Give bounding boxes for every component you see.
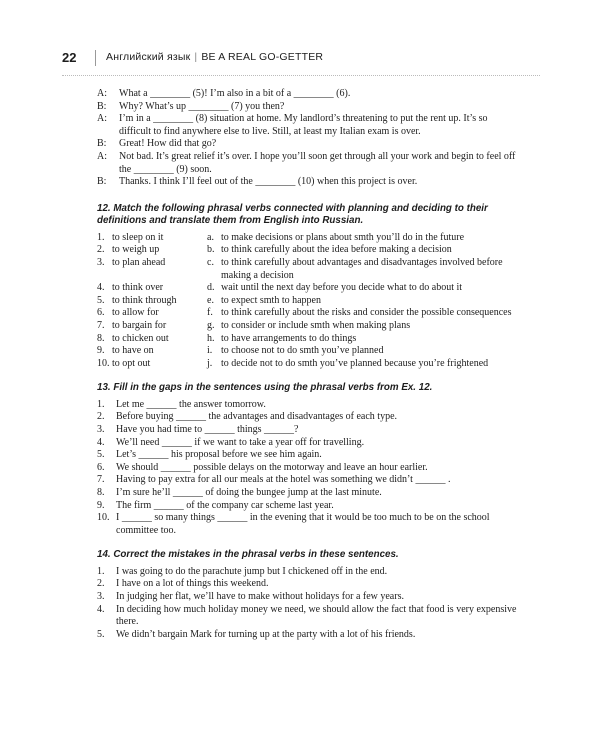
list-item	[97, 424, 517, 437]
definition: to choose not to do smth you’ve planned	[221, 345, 384, 357]
line-text: Why? What’s up ________ (7) you then?	[119, 100, 285, 112]
list-item	[97, 512, 517, 537]
item-number: 2.	[97, 578, 105, 590]
book-title: BE A REAL GO-GETTER	[201, 51, 324, 63]
phrasal-verb: to plan ahead	[112, 256, 166, 268]
phrasal-verb: to think through	[112, 294, 177, 306]
verb-number: 6.	[97, 307, 105, 319]
item-text: In judging her flat, we’ll have to make without holidays for a few years.	[116, 591, 404, 602]
item-text: In deciding how much holiday money we need, we should allow the fact that food is very expensive there.	[116, 603, 517, 628]
item-number: 5.	[97, 628, 105, 640]
verb-number: 8.	[97, 332, 105, 344]
item-text: I have on a lot of things this weekend.	[116, 578, 269, 590]
line-text: I’m in a ________ (8) situation at home. My landlord’s threatening to put the rent up. It’s so difficult to find anywhere else to live. Still, at least my Italian exam is over.	[119, 113, 488, 137]
match-row	[97, 345, 517, 358]
list-item	[97, 411, 517, 424]
phrasal-verb: to have on	[112, 345, 154, 357]
definition: to think carefully about the risks and consider the possible consequences	[221, 307, 512, 319]
line-text: Not bad. It’s great relief it’s over. I hope you’ll soon get through all your work and begin to feel off the ________ (9) soon.	[119, 150, 516, 175]
item-text: The firm ______ of the company car scheme last year.	[116, 499, 334, 511]
exercise-12-title: 12. Match the following phrasal verbs connected with planning and deciding to their definitions and translate them from English into Russian.	[97, 202, 488, 227]
dialogue-line	[97, 151, 517, 176]
exercise-12-list	[97, 232, 517, 371]
def-letter: g.	[207, 319, 215, 331]
subject-title: Английский язык	[106, 51, 191, 63]
match-row	[97, 257, 517, 282]
item-number: 3.	[97, 591, 105, 602]
def-letter: d.	[207, 282, 215, 294]
definition: to decide not to do smth you’ve planned because you’re frightened	[221, 357, 489, 369]
speaker: A:	[97, 150, 107, 162]
match-row	[97, 307, 517, 320]
speaker: B:	[97, 138, 107, 150]
speaker: B:	[97, 100, 107, 112]
item-text: We should ______ possible delays on the motorway and leave an hour earlier.	[116, 461, 428, 473]
line-text: Thanks. I think I’ll feel out of the ________ (10) when this project is over.	[119, 176, 418, 188]
verb-number: 2.	[97, 244, 105, 256]
page-number: 22	[62, 50, 77, 65]
item-text: I was going to do the parachute jump but I chickened off in the end.	[116, 565, 388, 577]
item-number: 4.	[97, 436, 105, 448]
exercise-14-title: 14. Correct the mistakes in the phrasal verbs in these sentences.	[97, 549, 399, 561]
list-item	[97, 578, 517, 591]
title-separator: |	[194, 51, 198, 63]
phrasal-verb: to sleep on it	[112, 231, 164, 243]
match-row	[97, 333, 517, 346]
line-text: What a ________ (5)! I’m also in a bit of a ________ (6).	[119, 88, 351, 99]
item-text: Having to pay extra for all our meals at the hotel was something we didn’t ______ .	[116, 474, 451, 486]
dialogue-line	[97, 138, 517, 151]
item-number: 10.	[97, 512, 110, 524]
phrasal-verb: to weigh up	[112, 244, 160, 256]
item-number: 3.	[97, 423, 105, 435]
item-text: Before buying ______ the advantages and disadvantages of each type.	[116, 411, 398, 423]
def-letter: h.	[207, 332, 215, 344]
exercise-13-list	[97, 399, 517, 538]
def-letter: c.	[207, 256, 214, 268]
list-item	[97, 566, 517, 579]
line-text: Great! How did that go?	[119, 138, 217, 150]
definition: to expect smth to happen	[221, 294, 321, 306]
dialogue-line	[97, 176, 517, 189]
list-item	[97, 591, 517, 604]
item-number: 8.	[97, 486, 105, 498]
header-rule	[62, 75, 540, 76]
definition: to consider or include smth when making plans	[221, 319, 411, 331]
item-number: 4.	[97, 603, 105, 615]
page-content	[97, 88, 517, 641]
match-row	[97, 320, 517, 333]
phrasal-verb: to think over	[112, 282, 164, 294]
item-number: 1.	[97, 398, 105, 410]
item-text: Let’s ______ his proposal before we see him again.	[116, 449, 322, 461]
match-row	[97, 232, 517, 245]
item-number: 5.	[97, 449, 105, 461]
list-item	[97, 449, 517, 462]
definition: to make decisions or plans about smth you’ll do in the future	[221, 231, 465, 243]
match-row	[97, 295, 517, 308]
item-number: 7.	[97, 474, 105, 486]
list-item	[97, 487, 517, 500]
dialogue-line	[97, 88, 517, 101]
list-item	[97, 474, 517, 487]
item-text: Have you had time to ______ things ______?	[116, 423, 299, 435]
phrasal-verb: to opt out	[112, 357, 151, 369]
phrasal-verb: to bargain for	[112, 319, 167, 331]
page-header	[62, 50, 542, 70]
def-letter: a.	[207, 231, 214, 243]
phrasal-verb: to chicken out	[112, 332, 169, 344]
item-text: I ______ so many things ______ in the evening that it would be too much to be on the school committee too.	[116, 512, 490, 536]
definition: to think carefully about the idea before making a decision	[221, 244, 452, 256]
header-divider-bar	[95, 50, 96, 66]
item-text: We didn’t bargain Mark for turning up at the party with a lot of his friends.	[116, 628, 416, 640]
list-item	[97, 462, 517, 475]
running-title	[106, 51, 323, 63]
dialogue-line	[97, 113, 517, 138]
list-item	[97, 399, 517, 412]
dialogue-line	[97, 101, 517, 114]
def-letter: f.	[207, 307, 213, 319]
phrasal-verb: to allow for	[112, 307, 159, 319]
item-number: 9.	[97, 499, 105, 511]
speaker: B:	[97, 176, 107, 188]
definition: wait until the next day before you decide what to do about it	[221, 282, 463, 294]
definition: to have arrangements to do things	[221, 332, 357, 344]
speaker: A:	[97, 113, 107, 125]
item-number: 6.	[97, 461, 105, 473]
list-item	[97, 629, 517, 642]
verb-number: 10.	[97, 357, 110, 369]
verb-number: 3.	[97, 256, 105, 268]
item-text: We’ll need ______ if we want to take a year off for travelling.	[116, 436, 365, 448]
exercise-14-list	[97, 566, 517, 642]
verb-number: 9.	[97, 345, 105, 357]
verb-number: 1.	[97, 231, 105, 243]
item-number: 2.	[97, 411, 105, 423]
item-text: I’m sure he’ll ______ of doing the bungee jump at the last minute.	[116, 486, 382, 498]
def-letter: j.	[207, 357, 213, 369]
verb-number: 4.	[97, 282, 105, 294]
def-letter: e.	[207, 294, 214, 306]
match-row	[97, 244, 517, 257]
item-number: 1.	[97, 565, 105, 577]
verb-number: 7.	[97, 319, 105, 331]
def-letter: b.	[207, 244, 215, 256]
verb-number: 5.	[97, 294, 105, 306]
def-letter: i.	[207, 345, 213, 357]
definition: to think carefully about advantages and disadvantages involved before making a decision	[221, 256, 503, 281]
list-item	[97, 604, 517, 629]
list-item	[97, 437, 517, 450]
match-row	[97, 358, 517, 371]
speaker: A:	[97, 88, 107, 99]
dialogue	[97, 88, 517, 189]
exercise-13-title: 13. Fill in the gaps in the sentences using the phrasal verbs from Ex. 12.	[97, 382, 433, 394]
list-item	[97, 500, 517, 513]
match-row	[97, 282, 517, 295]
item-text: Let me ______ the answer tomorrow.	[116, 398, 266, 410]
